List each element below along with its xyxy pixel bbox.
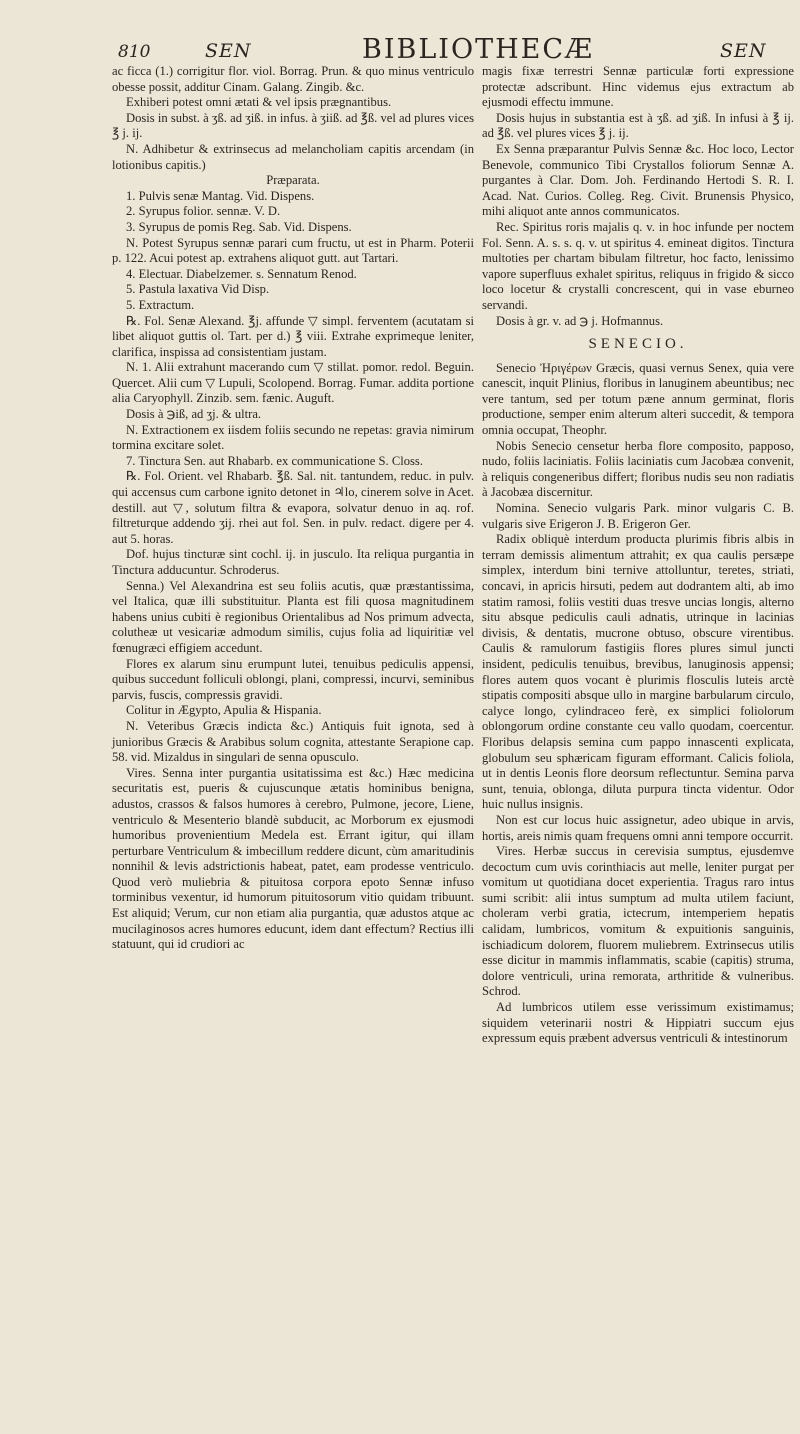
paragraph: magis fixæ terrestri Sennæ particulæ forti expressione protectæ adscribunt. Hinc videmus ejus extractum ab ejusmodi effectu immune. bbox=[482, 64, 794, 110]
paragraph: ac ficca (1.) corrigitur flor. viol. Borrag. Prun. & quo minus ventriculo obesse possit, additur Cinam. Galang. Zingib. &c. bbox=[112, 64, 474, 94]
header-right-keyword: SEN bbox=[720, 40, 767, 62]
paragraph: Præparata. bbox=[266, 173, 320, 188]
left-text-column bbox=[112, 64, 474, 953]
paragraph: 4. Electuar. Diabelzemer. s. Sennatum Renod. bbox=[126, 266, 357, 281]
paragraph: Dof. hujus tincturæ sint cochl. ij. in jusculo. Ita reliqua purgantia in Tinctura adducuntur. Schroderus. bbox=[112, 547, 474, 577]
paragraph: Flores ex alarum sinu erumpunt lutei, tenuibus pediculis appensi, quibus succedunt folliculi oblongi, plani, compressi, incurvi, seminibus parvis, fuscis, compressis gravidi. bbox=[112, 656, 474, 702]
paragraph: Ad lumbricos utilem esse verissimum existimamus; siquidem veterinarii nostri & Hippiatri succum ejus expressum equis præbent adversus ventriculi & intestinorum bbox=[482, 1000, 794, 1046]
paragraph: Colitur in Ægypto, Apulia & Hispania. bbox=[126, 703, 322, 718]
paragraph: Rec. Spiritus roris majalis q. v. in hoc infunde per noctem Fol. Senn. A. s. s. q. v. ut spiritus 4. emineat digitos. Tinctura multoties per chartam bibulam filtretur, hoc facto, lenissimo vapore superfluus exhalet spiritus, reliquus in frigido & sicco loco locetur & crystalli concrescent, qui in vase eburneo servandi. bbox=[482, 219, 794, 312]
paragraph: Dosis à gr. v. ad ℈ j. Hofmannus. bbox=[496, 313, 664, 328]
paragraph: 5. Extractum. bbox=[126, 297, 195, 312]
paragraph: Senna.) Vel Alexandrina est seu foliis acutis, quæ præstantissima, vel Italica, quæ illi substituitur. Planta est fili quosa magnitudinem habens unius cubiti è regionibus Orientalibus ad Nos primum advecta, colutheæ ut vesicariæ admodum similis, cujus folia ad liquiritiæ vel fœnugræci effigiem accedunt. bbox=[112, 578, 474, 655]
paragraph: N. Extractionem ex iisdem foliis secundo ne repetas: gravia nimirum tormina excitare solet. bbox=[112, 422, 474, 453]
header-left-keyword: SEN bbox=[205, 40, 252, 62]
paragraph: Nomina. Senecio vulgaris Park. minor vulgaris C. B. vulgaris sive Erigeron J. B. Erigeron Ger. bbox=[482, 501, 794, 531]
paragraph: 5. Pastula laxativa Vid Disp. bbox=[126, 282, 270, 297]
paragraph: 7. Tinctura Sen. aut Rhabarb. ex communicatione S. Closs. bbox=[126, 453, 423, 468]
paragraph: Ex Senna præparantur Pulvis Sennæ &c. Hoc loco, Lector Benevole, communico Tibi Crystallos foliorum Sennæ A. purgantes à Clar. Dom. Joh. Ferdinando Hertodi S. R. I. Acad. Nat. Curios. Colleg. Reg. Civit. Brunensis Physico, mihi aliquot ante annos communicatos. bbox=[482, 141, 794, 219]
paragraph: Senecio Ἠριγέρων Græcis, quasi vernus Senex, quia vere canescit, inquit Plinius, floribus in lanuginem abeuntibus; nec vere tantum, sed per totum pæne annum germinat, floris productione, semper enim alterum alteri succedit, & tempora omnia occupat, Theophr. bbox=[482, 360, 794, 438]
paragraph: N. 1. Alii extrahunt macerando cum ▽ stillat. pomor. redol. Beguin. Quercet. Alii cum ▽ Lupuli, Scolopend. Borrag. Fumar. addita portione alia Caryophyll. Zinzib. sem. fænic. Auguft. bbox=[112, 360, 474, 406]
paragraph: Dosis in subst. à ʒß. ad ʒiß. in infus. à ʒiiß. ad ℥ß. vel ad plures vices ℥ j. ij. bbox=[112, 110, 474, 141]
running-header bbox=[0, 0, 800, 65]
paragraph: Dosis hujus in substantia est à ʒß. ad ʒiß. In infusi à ℥ ij. ad ℥ß. vel plures vices ℥ j. ij. bbox=[482, 110, 794, 141]
paragraph: Nobis Senecio censetur herba flore composito, papposo, nudo, foliis laciniatis. Foliis laciniatis cum Jacobæa convenit, à reliquis congeneribus differt; floribus nudis seu non radiatis à Jacobæa discernitur. bbox=[482, 438, 794, 500]
paragraph: N. Potest Syrupus sennæ parari cum fructu, ut est in Pharm. Poterii p. 122. Acui potest ap. extrahens aliquot gutt. aut Tartari. bbox=[112, 235, 474, 266]
paragraph: Non est cur locus huic assignetur, adeo ubique in arvis, hortis, areis nimis quam frequens omni anni tempore occurrit. bbox=[482, 812, 794, 843]
paragraph: Exhiberi potest omni ætati & vel ipsis prægnantibus. bbox=[126, 95, 392, 110]
paragraph: 1. Pulvis senæ Mantag. Vid. Dispens. bbox=[126, 188, 315, 203]
paragraph: N. Adhibetur & extrinsecus ad melancholiam capitis arcendam (in lotionibus capitis.) bbox=[112, 141, 474, 172]
paragraph: N. Veteribus Græcis indicta &c.) Antiquis fuit ignota, sed à junioribus Græcis & Arabibus solum cognita, attestante Serapione cap. 58. vid. Mizaldus in singulari de senna opusculo. bbox=[112, 718, 474, 765]
right-text-column bbox=[482, 64, 794, 1047]
paragraph: Vires. Herbæ succus in cerevisia sumptus, ejusdemve decoctum cum uvis corinthiacis aut melle, leniter purgat per vomitum ut quotidiana docet experientia. Tragus raro intus sumi scribit: alii intus sumptum ad multa utilem faciunt, choleram verbi gratia, ictecrum, intemperiem hepatis calidam, lumbricos, vomitum & expuitionis sanguinis, ischiadicum dolorem, fluorem muliebrem. Extrinsecus utilis esse dicitur in mammis inflammatis, scabie (capitis) struma, dolore ventriculi, urina remorata, arthritide & vulneribus. Schrod. bbox=[482, 844, 794, 999]
paragraph: ℞. Fol. Orient. vel Rhabarb. ℥ß. Sal. nit. tantundem, reduc. in pulv. qui accensus cum carbone ignito detonet in ♃lo, cinerem solve in Acet. destill. aut ▽, solutum filtra & evapora, solvatur denuo in aq. rof. filtreturque addendo ʒij. rhei aut fol. Sen. in pulv. redact. digere per 4. aut 5. horas. bbox=[112, 469, 474, 546]
paragraph: ℞. Fol. Senæ Alexand. ℥j. affunde ▽ simpl. ferventem (acutatam si libet aliquot guttis ol. Tart. per d.) ℥ viii. Extrahe exprimeque leniter, clarifica, inspissa ad consistentiam justam. bbox=[112, 313, 474, 359]
paragraph: 3. Syrupus de pomis Reg. Sab. Vid. Dispens. bbox=[126, 219, 352, 234]
header-title: BIBLIOTHECÆ bbox=[362, 34, 595, 65]
paragraph: Radix obliquè interdum producta plurimis fibris albis in terram demissis alimentum attrahit; ex qua caulis persæpe simplex, interdum bini ternive attolluntur, teretes, striati, concavi, in apricis hirsuti, pedem aut dodrantem alti, ab imo statim ramosi, foliis vestiti duas tresve uncias longis, alterno situ absque pediculis cauli adnatis, utrinque in lacinias divisis, & dentatis, mucrone obtuso, obscure virentibus. Caulis & ramulorum fastigiis flores plures simul juncti insident, pediculis tenuibus, brevibus, lanuginosis appensi; flores autem quos vocant è plurimis flosculis luteis arctè stipatis compositi absque ullo in margine barbularum circulo, calyce longo, cylindraceo ferè, ex simplici foliolorum oblongorum ordine constante ceu vallo quodam, coercentur. Floribus delapsis semina cum pappo innascenti explicata, globulum seu sphæricam figuram efformant. Calicis foliola, ut in dentis Leonis flore deorsum reflectuntur. Semina parva sunt, tenuia, oblonga, diluta purpura tincta videntur. Odor huic nullus insignis. bbox=[482, 532, 794, 812]
paragraph: Vires. Senna inter purgantia usitatissima est &c.) Hæc medicina securitatis est, pueris & cujuscunque ætatis hominibus benigna, adustos, crassos & falsos humores à cerebro, Pulmone, jecore, Liene, ventriculo & Mesenterio blandè subducit, ac Morborum ex ejusmodi humoribus provenientium Medela est. Errant igitur, qui illam perturbare Ventriculum & imbecillum reddere dicunt, cùm amaritudinis nonnihil & levis adstrictionis habeat, patet, eam prodesse ventriculo. Quod verò muliebria & pituitosa corpora epoto Sennæ infuso torminibus vexentur, id humorum pituitosorum vitio quidam tribuunt. Est aliquid; Verum, cur non etiam alia purgantia, quæ adustos atque ac mucilaginosos acres humores educunt, idem dant effectum? Rectius illi statuunt, qui id crudiori ac bbox=[112, 765, 474, 952]
section-heading: SENECIO. bbox=[588, 336, 688, 353]
paragraph: Dosis à ℈iß, ad ʒj. & ultra. bbox=[126, 407, 262, 422]
page-number: 810 bbox=[118, 42, 151, 62]
paragraph: 2. Syrupus folior. sennæ. V. D. bbox=[126, 204, 281, 219]
